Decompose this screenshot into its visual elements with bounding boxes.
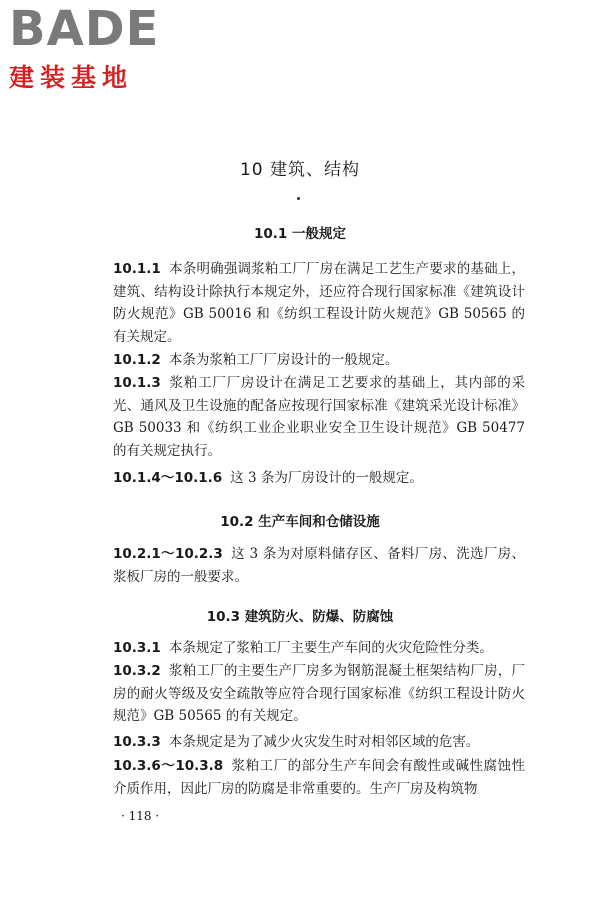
clause-number: 10.3.1 — [113, 640, 161, 656]
paragraph — [113, 372, 525, 463]
paragraph — [113, 543, 525, 588]
clause-number: 10.3.6～10.3.8 — [113, 758, 224, 774]
clause-number: 10.1.4～10.1.6 — [113, 470, 223, 486]
paragraph — [113, 755, 525, 800]
paragraph — [113, 731, 525, 754]
decorative-dot — [297, 197, 300, 200]
paragraph-text: 本条明确强调浆粕工厂厂房在满足工艺生产要求的基础上，建筑、结构设计除执行本规定外，还应符合现行国家标准《建筑设计防火规范》GB 50016 和《纺织工程设计防火规范》GB 50565 的有关规定。 — [113, 261, 525, 346]
paragraph-text: 本条规定了浆粕工厂主要生产车间的火灾危险性分类。 — [168, 640, 493, 656]
paragraph — [113, 467, 525, 490]
page-number: · 118 · — [121, 809, 160, 823]
paragraph-text: 浆粕工厂厂房设计在满足工艺要求的基础上，其内部的采光、通风及卫生设施的配备应按现行国家标准《建筑采光设计标准》GB 50033 和《纺织工业企业职业安全卫生设计规范》GB 50477 的有关规定执行。 — [113, 375, 525, 460]
section-heading: 10.1 一般规定 — [253, 226, 346, 242]
paragraph-text: 本条规定是为了减少火灾发生时对相邻区域的危害。 — [168, 734, 480, 750]
clause-number: 10.1.1 — [113, 261, 161, 277]
paragraph-text: 这 3 条为厂房设计的一般规定。 — [230, 470, 423, 486]
logo — [9, 1, 160, 94]
logo-subtitle: 建装基地 — [9, 63, 134, 92]
clause-number: 10.1.3 — [113, 375, 161, 391]
clause-number: 10.2.1～10.2.3 — [113, 546, 223, 562]
paragraph — [113, 637, 525, 660]
section-heading: 10.3 建筑防火、防爆、防腐蚀 — [206, 609, 394, 625]
clause-number: 10.3.2 — [113, 663, 161, 679]
clause-number: 10.1.2 — [113, 352, 161, 368]
paragraph-text: 本条为浆粕工厂厂房设计的一般规定。 — [168, 352, 399, 368]
chapter-title: 10 建筑、结构 — [239, 160, 361, 180]
paragraph-text: 浆粕工厂的部分生产车间会有酸性或碱性腐蚀性介质作用，因此厂房的防腐是非常重要的。生产厂房及构筑物 — [113, 758, 525, 797]
paragraph-text: 这 3 条为对原料储存区、备料厂房、洗选厂房、浆板厂房的一般要求。 — [113, 546, 526, 585]
paragraph — [113, 258, 525, 349]
paragraph-text: 浆粕工厂的主要生产厂房多为钢筋混凝土框架结构厂房，厂房的耐火等级及安全疏散等应符合现行国家标准《纺织工程设计防火规范》GB 50565 的有关规定。 — [113, 663, 525, 725]
paragraph — [113, 349, 525, 372]
logo-wordmark: BADE — [9, 1, 160, 57]
paragraph — [113, 660, 525, 728]
section-heading: 10.2 生产车间和仓储设施 — [220, 514, 380, 530]
clause-number: 10.3.3 — [113, 734, 161, 750]
